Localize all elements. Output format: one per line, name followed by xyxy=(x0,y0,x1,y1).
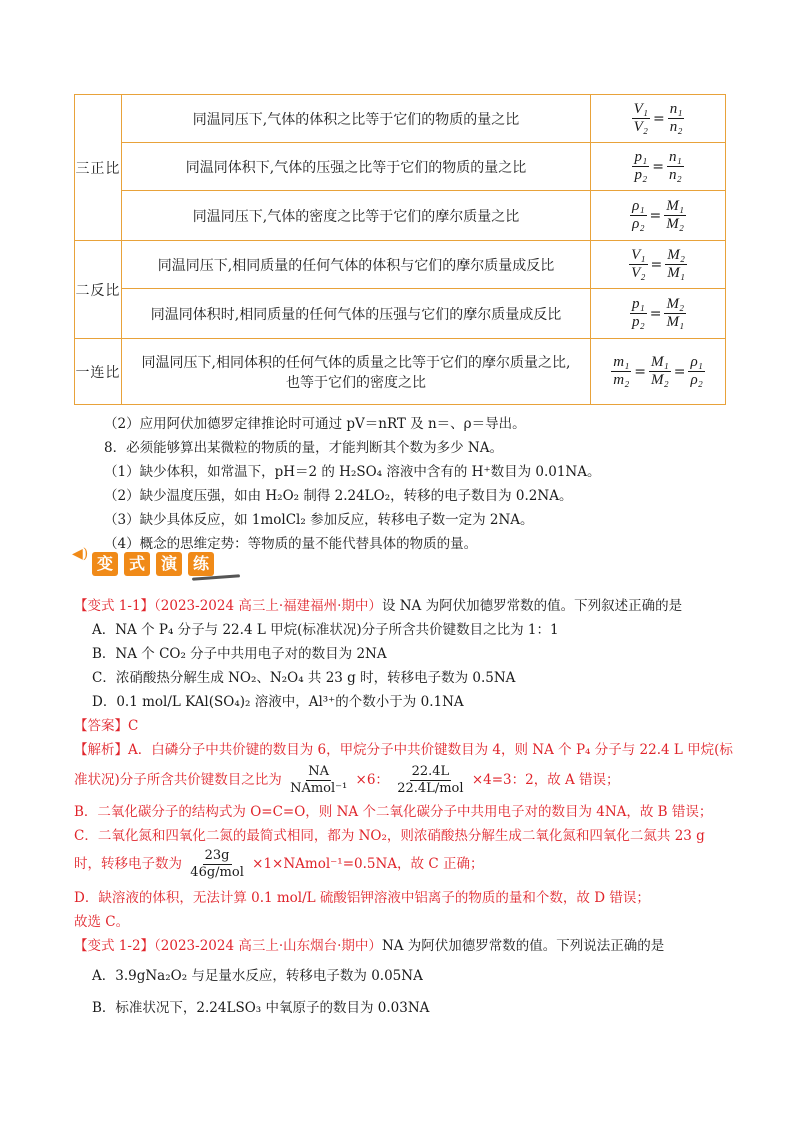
table-row-text: 同温同压下,气体的密度之比等于它们的摩尔质量之比 xyxy=(121,191,590,241)
q2-option-b: B．标准状况下，2.24LSO₃ 中氧原子的数目为 0.03NA xyxy=(92,1000,430,1016)
q1-analysis-a-line2: 准状况)分子所含共价键数目之比为 NA NAmol⁻¹ ×6： 22.4L 22.4L/mol ×4=3：2，故 A 错误； xyxy=(74,764,620,796)
variant-practice-badge xyxy=(74,546,244,582)
q1-analysis-c-line1: C．二氧化氮和四氧化二氮的最简式相同，都为 NO₂，则浓硝酸热分解生成二氧化氮和四氧化二氮共 23 g xyxy=(74,828,705,844)
q1-analysis-d: D．缺溶液的体积，无法计算 0.1 mol/L 硫酸铝钾溶液中铝离子的物质的量和个数，故 D 错误； xyxy=(74,890,650,906)
table-row-text: 同温同压下,相同质量的任何气体的体积与它们的摩尔质量成反比 xyxy=(121,241,590,289)
question-1-stem: 【变式 1-1】（2023-2024 高三上·福建福州·期中）设 NA 为阿伏加德罗常数的值。下列叙述正确的是 xyxy=(74,598,683,614)
note-sub-3: （3）缺少具体反应，如 1molCl₂ 参加反应，转移电子数一定为 2NA。 xyxy=(104,512,534,528)
badge-char: 变 xyxy=(92,552,118,576)
q1-analysis-b: B．二氧化碳分子的结构式为 O=C=O，则 NA 个二氧化碳分子中共用电子对的数目为 4NA，故 B 错误； xyxy=(74,804,713,820)
note-sub-1: （1）缺少体积，如常温下，pH＝2 的 H₂SO₄ 溶液中含有的 H⁺数目为 0.01NA。 xyxy=(104,464,601,480)
table-row-text: 同温同压下,气体的体积之比等于它们的物质的量之比 xyxy=(121,95,590,143)
q1-analysis-a-line1: 【解析】A．白磷分子中共价键的数目为 6，甲烷分子中共价键数目为 4，则 NA 个 P₄ 分子与 22.4 L 甲烷(标 xyxy=(74,742,733,758)
badge-char: 式 xyxy=(124,552,150,576)
q1-option-b: B．NA 个 CO₂ 分子中共用电子对的数目为 2NA xyxy=(92,646,387,662)
note-item-8: 8．必须能够算出某微粒的物质的量，才能判断其个数为多少 NA。 xyxy=(104,440,503,456)
q1-option-c: C．浓硝酸热分解生成 NO₂、N₂O₄ 共 23 g 时，转移电子数为 0.5NA xyxy=(92,670,516,686)
note-sub-2: （2）缺少温度压强，如由 H₂O₂ 制得 2.24LO₂，转移的电子数目为 0.2NA。 xyxy=(104,488,573,504)
table-row-text: 同温同体积时,相同质量的任何气体的压强与它们的摩尔质量成反比 xyxy=(121,289,590,339)
q1-option-a: A．NA 个 P₄ 分子与 22.4 L 甲烷(标准状况)分子所含共价键数目之比为 1：1 xyxy=(92,622,559,638)
table-row-text: 同温同压下,相同体积的任何气体的质量之比等于它们的摩尔质量之比, 也等于它们的密度之比 xyxy=(121,339,590,405)
table-row-formula: $\frac{\text{m₁}}{\text{m₂}}$ = $\frac{\text{M₁}}{\text{M₂}}$ = $\frac{\text{ρ₁}}{\text{ρ₂}}$ xyxy=(591,339,726,405)
avogadro-inference-table xyxy=(74,94,726,405)
q1-conclusion: 故选 C。 xyxy=(74,914,130,930)
table-row-formula: $\frac{\text{p₁}}{\text{p₂}}$ = $\frac{\text{M₂}}{\text{M₁}}$ xyxy=(591,289,726,339)
table-row-formula: $\frac{\text{p₁}}{\text{p₂}}$ = $\frac{\text{n₁}}{\text{n₂}}$ xyxy=(591,143,726,191)
group-label-two-inverse: 二反比 xyxy=(75,241,122,339)
note-sub-4: （4）概念的思维定势：等物质的量不能代替具体的物质的量。 xyxy=(104,536,478,552)
group-label-one-chain: 一连比 xyxy=(75,339,122,405)
table-row-formula: $\frac{\text{V₁}}{\text{V₂}}$ = $\frac{\text{n₁}}{\text{n₂}}$ xyxy=(591,95,726,143)
badge-char: 练 xyxy=(188,552,214,576)
q2-option-a: A．3.9gNa₂O₂ 与足量水反应，转移电子数为 0.05NA xyxy=(92,968,423,984)
q1-option-d: D．0.1 mol/L KAl(SO₄)₂ 溶液中，Al³⁺的个数小于为 0.1NA xyxy=(92,694,464,710)
question-2-stem: 【变式 1-2】（2023-2024 高三上·山东烟台·期中）NA 为阿伏加德罗常数的值。下列说法正确的是 xyxy=(74,938,665,954)
table-row-formula: $\frac{\text{V₁}}{\text{V₂}}$ = $\frac{\text{M₂}}{\text{M₁}}$ xyxy=(591,241,726,289)
q1-answer: 【答案】C xyxy=(74,718,139,734)
badge-char: 演 xyxy=(156,552,182,576)
group-label-three-direct: 三正比 xyxy=(75,95,122,241)
table-row-text: 同温同体积下,气体的压强之比等于它们的物质的量之比 xyxy=(121,143,590,191)
q1-analysis-c-line2: 时，转移电子数为 23g 46g/mol ×1×NAmol⁻¹=0.5NA，故 C 正确； xyxy=(74,848,484,880)
note-derivation: （2）应用阿伏加德罗定律推论时可通过 pV＝nRT 及 n＝、ρ＝导出。 xyxy=(104,416,526,432)
speaker-icon: ◀) xyxy=(72,546,89,562)
table-row-formula: $\frac{\text{ρ₁}}{\text{ρ₂}}$ = $\frac{\text{M₁}}{\text{M₂}}$ xyxy=(591,191,726,241)
